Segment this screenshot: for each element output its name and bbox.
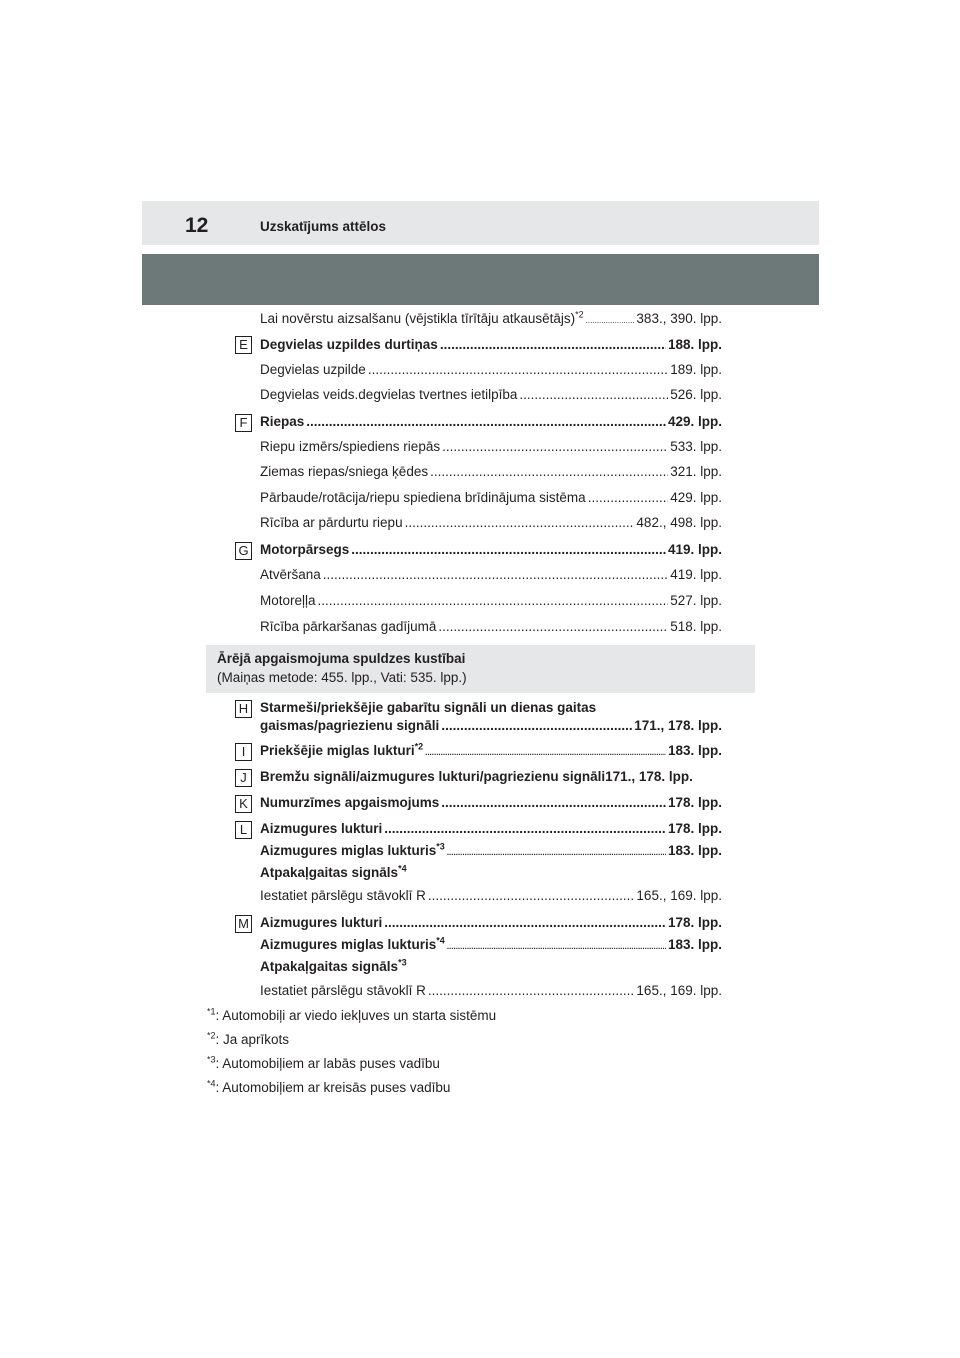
entry-label: Atpakaļgaitas signāls$^{*4}$ <box>260 863 407 880</box>
entry-label: Motoreļļa <box>260 593 316 608</box>
toc-entry[interactable] <box>260 567 722 585</box>
entry-label: Ziemas riepas/sniega ķēdes <box>260 464 429 479</box>
entry-label: Aizmugures miglas lukturis$^{*3}$ <box>260 841 445 858</box>
toc-entry[interactable] <box>260 439 722 457</box>
footnote: $^{*3}$: Automobiļiem ar labās puses vadību <box>207 1054 440 1071</box>
leader-dots <box>428 888 635 903</box>
label-letter-e: E <box>235 336 252 354</box>
entry-label: Rīcība ar pārdurtu riepu <box>260 515 403 530</box>
footnote-ref: *3 <box>436 841 445 852</box>
entry-page: 171., 178. lpp. <box>605 769 693 784</box>
toc-entry[interactable] <box>260 888 722 906</box>
toc-entry[interactable] <box>260 593 722 611</box>
footnote-mark: *4 <box>207 1078 216 1089</box>
header-bar <box>142 201 819 245</box>
lights-box-title: Ārējā apgaismojuma spuldzes kustībai <box>217 651 466 666</box>
entry-label: Degvielas uzpilde <box>260 362 366 377</box>
entry-page: 165., 169. lpp. <box>636 983 722 998</box>
leader-dots <box>430 464 668 479</box>
toc-entry[interactable] <box>260 387 722 405</box>
entry-page: 429. lpp. <box>667 414 722 429</box>
leader-dots <box>368 362 668 377</box>
entry-label-line1: Starmeši/priekšējie gabarītu signāli un dienas gaitas <box>260 700 597 715</box>
entry-page: 189. lpp. <box>670 362 722 377</box>
entry-label: Riepu izmērs/spiediens riepās <box>260 439 441 454</box>
entry-page: 178. lpp. <box>667 795 722 810</box>
footnote-ref: *3 <box>398 957 407 968</box>
leader-dots <box>588 490 669 505</box>
footnote: $^{*4}$: Automobiļiem ar kreisās puses vadību <box>207 1078 451 1095</box>
entry-label: Atpakaļgaitas signāls$^{*3}$ <box>260 957 407 974</box>
entry-label: Priekšējie miglas lukturi$^{*2}$ <box>260 741 424 758</box>
leader-dots <box>438 619 668 634</box>
entry-label: Aizmugures lukturi <box>260 915 383 930</box>
toc-entry[interactable] <box>260 937 722 955</box>
leader-dots <box>405 515 635 530</box>
entry-label: Bremžu signāli/aizmugures lukturi/pagriezienu signāli <box>260 769 606 784</box>
label-letter-m: M <box>235 915 252 933</box>
footnote-mark: *3 <box>207 1054 216 1065</box>
leader-dots <box>519 387 668 402</box>
lights-box-subtitle: (Maiņas metode: 455. lpp., Vati: 535. lpp.) <box>217 670 467 685</box>
label-letter-k: K <box>235 795 252 813</box>
toc-entry[interactable] <box>260 515 722 533</box>
entry-page: 482., 498. lpp. <box>636 515 722 530</box>
entry-page: 178. lpp. <box>667 821 722 836</box>
toc-entry[interactable] <box>260 619 722 637</box>
entry-page: 527. lpp. <box>670 593 722 608</box>
entry-label: Aizmugures lukturi <box>260 821 383 836</box>
leader-dots <box>447 937 666 952</box>
entry-page: 188. lpp. <box>667 337 722 352</box>
leader-dots <box>306 414 666 429</box>
leader-dots <box>440 337 666 352</box>
leader-dots <box>441 795 666 810</box>
entry-page: 165., 169. lpp. <box>636 888 722 903</box>
entry-label: Motorpārsegs <box>260 542 350 557</box>
entry-label: Rīcība pārkaršanas gadījumā <box>260 619 437 634</box>
entry-page: 419. lpp. <box>667 542 722 557</box>
toc-entry[interactable] <box>260 362 722 380</box>
toc-entry[interactable] <box>260 464 722 482</box>
entry-label: Aizmugures miglas lukturis$^{*4}$ <box>260 935 445 952</box>
toc-entry[interactable] <box>260 337 722 355</box>
footnote-mark: *2 <box>207 1030 216 1041</box>
entry-label: Degvielas veids.degvielas tvertnes ietilpība <box>260 387 518 402</box>
header-band <box>142 254 819 305</box>
entry-page: 183. lpp. <box>667 743 722 758</box>
entry-label: Numurzīmes apgaismojums <box>260 795 440 810</box>
entry-label: gaismas/pagriezienu signāli <box>260 718 440 733</box>
toc-entry[interactable] <box>260 843 722 861</box>
toc-entry[interactable] <box>260 915 722 933</box>
entry-label: Atvēršana <box>260 567 321 582</box>
toc-entry[interactable] <box>260 983 722 1001</box>
footnote: $^{*2}$: Ja aprīkots <box>207 1030 290 1047</box>
label-letter-h: H <box>235 700 252 718</box>
entry-page: 183. lpp. <box>667 843 722 858</box>
toc-entry[interactable] <box>260 769 722 787</box>
entry-label: Lai novērstu aizsalšanu (vējstikla tīrītāju atkausētājs)$^{*2}$ <box>260 309 584 326</box>
entry-page: 183. lpp. <box>667 937 722 952</box>
label-letter-g: G <box>235 542 252 560</box>
toc-entry[interactable] <box>260 414 722 432</box>
entry-page: 419. lpp. <box>670 567 722 582</box>
footnote-ref: *4 <box>436 935 445 946</box>
entry-page: 518. lpp. <box>670 619 722 634</box>
entry-page: 178. lpp. <box>667 915 722 930</box>
leader-dots <box>425 743 666 758</box>
entry-label: Iestatiet pārslēgu stāvoklī R <box>260 888 426 903</box>
leader-dots <box>586 311 635 326</box>
footnote: $^{*1}$: Automobiļi ar viedo iekļuves un starta sistēmu <box>207 1006 497 1023</box>
label-letter-j: J <box>235 769 252 787</box>
leader-dots <box>428 983 635 998</box>
leader-dots <box>442 439 668 454</box>
leader-dots <box>384 821 666 836</box>
entry-page: 321. lpp. <box>670 464 722 479</box>
toc-entry[interactable] <box>260 542 722 560</box>
entry-label: Degvielas uzpildes durtiņas <box>260 337 438 352</box>
toc-entry[interactable] <box>260 821 722 839</box>
page-number: 12 <box>185 214 209 237</box>
leader-dots <box>447 843 666 858</box>
label-letter-i: I <box>235 743 252 761</box>
section-title: Uzskatījums attēlos <box>260 219 387 234</box>
entry-label: Pārbaude/rotācija/riepu spiediena brīdinājuma sistēma <box>260 490 586 505</box>
label-letter-l: L <box>235 821 252 839</box>
leader-dots <box>318 593 669 608</box>
footnote-ref: *4 <box>398 863 407 874</box>
footnote-ref: *2 <box>575 309 584 320</box>
entry-page: 526. lpp. <box>670 387 722 402</box>
label-letter-f: F <box>235 414 252 432</box>
toc-entry[interactable] <box>260 743 722 761</box>
entry-label: Riepas <box>260 414 305 429</box>
entry-page: 429. lpp. <box>670 490 722 505</box>
toc-entry[interactable] <box>260 795 722 813</box>
leader-dots <box>323 567 668 582</box>
leader-dots <box>351 542 666 557</box>
entry-page: 383., 390. lpp. <box>636 311 722 326</box>
footnote-ref: *2 <box>414 741 424 752</box>
toc-entry[interactable] <box>260 311 722 329</box>
toc-entry[interactable] <box>260 718 722 736</box>
entry-page: 533. lpp. <box>670 439 722 454</box>
entry-label: Iestatiet pārslēgu stāvoklī R <box>260 983 426 998</box>
leader-dots <box>384 915 666 930</box>
entry-page: 171., 178. lpp. <box>634 718 722 733</box>
toc-entry[interactable] <box>260 490 722 508</box>
leader-dots <box>441 718 632 733</box>
footnote-mark: *1 <box>207 1006 216 1017</box>
